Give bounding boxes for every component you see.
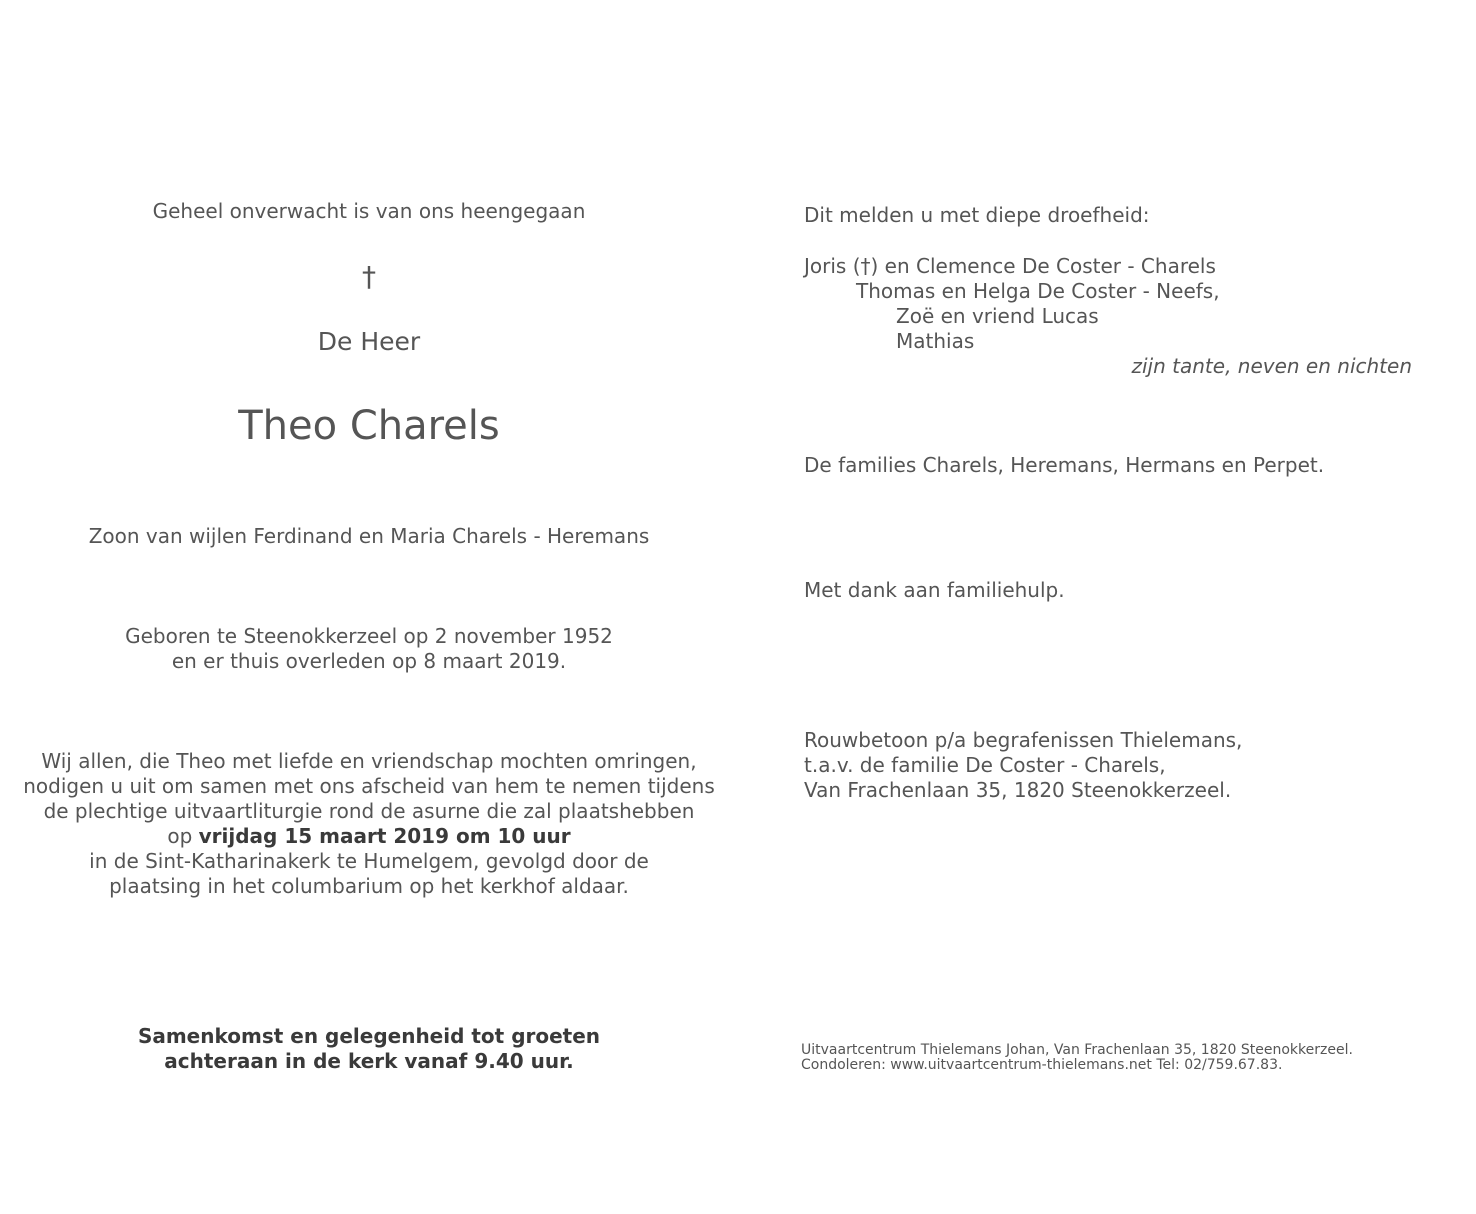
family-line: Thomas en Helga De Coster - Neefs, — [856, 279, 1220, 303]
family-line: Mathias — [896, 329, 975, 353]
footer-line: Condoleren: www.uitvaartcentrum-thielemans.net Tel: 02/759.67.83. — [801, 1057, 1283, 1073]
invitation-line: Wij allen, die Theo met liefde en vriendschap mochten omringen, — [41, 749, 697, 773]
cross-icon: † — [362, 260, 376, 293]
gathering-line: achteraan in de kerk vanaf 9.40 uur. — [164, 1049, 574, 1073]
deceased-name: Theo Charels — [238, 403, 500, 449]
family-list — [804, 254, 1424, 379]
death-line: en er thuis overleden op 8 maart 2019. — [171, 649, 567, 673]
footer-line: Uitvaartcentrum Thielemans Johan, Van Frachenlaan 35, 1820 Steenokkerzeel. — [801, 1042, 1353, 1058]
announcement-line: Dit melden u met diepe droefheid: — [804, 203, 1150, 227]
gathering-line: Samenkomst en gelegenheid tot groeten — [137, 1024, 601, 1048]
address-line: Van Frachenlaan 35, 1820 Steenokkerzeel. — [804, 778, 1232, 802]
family-line: Joris (†) en Clemence De Coster - Charels — [804, 254, 1216, 278]
birth-line: Geboren te Steenokkerzeel op 2 november 1952 — [125, 624, 613, 648]
relatives-line: zijn tante, neven en nichten — [1131, 354, 1412, 378]
invitation-line: plaatsing in het columbarium op het kerkhof aldaar. — [109, 874, 629, 898]
parents-line: Zoon van wijlen Ferdinand en Maria Charels - Heremans — [88, 524, 650, 548]
condolence-address — [804, 728, 1242, 803]
invitation-line: in de Sint-Katharinakerk te Humelgem, gevolgd door de — [89, 849, 649, 873]
address-line: Rouwbetoon p/a begrafenissen Thielemans, — [804, 728, 1243, 752]
funeral-home-footer — [801, 1043, 1353, 1073]
invitation-date-line — [19, 824, 719, 849]
birth-death-block — [19, 624, 719, 674]
thanks-line: Met dank aan familiehulp. — [804, 578, 1065, 602]
gathering-block — [19, 1024, 719, 1074]
invitation-block — [19, 749, 719, 899]
opening-line: Geheel onverwacht is van ons heengegaan — [152, 199, 586, 223]
invitation-date-prefix: op — [167, 824, 199, 848]
address-line: t.a.v. de familie De Coster - Charels, — [804, 753, 1166, 777]
honorific-title: De Heer — [317, 327, 421, 356]
invitation-line: nodigen u uit om samen met ons afscheid van hem te nemen tijdens — [23, 774, 715, 798]
family-line: Zoë en vriend Lucas — [896, 304, 1099, 328]
funeral-date: vrijdag 15 maart 2019 om 10 uur — [198, 824, 571, 848]
invitation-line: de plechtige uitvaartliturgie rond de asurne die zal plaatshebben — [43, 799, 695, 823]
families-line: De families Charels, Heremans, Hermans en Perpet. — [804, 453, 1325, 477]
